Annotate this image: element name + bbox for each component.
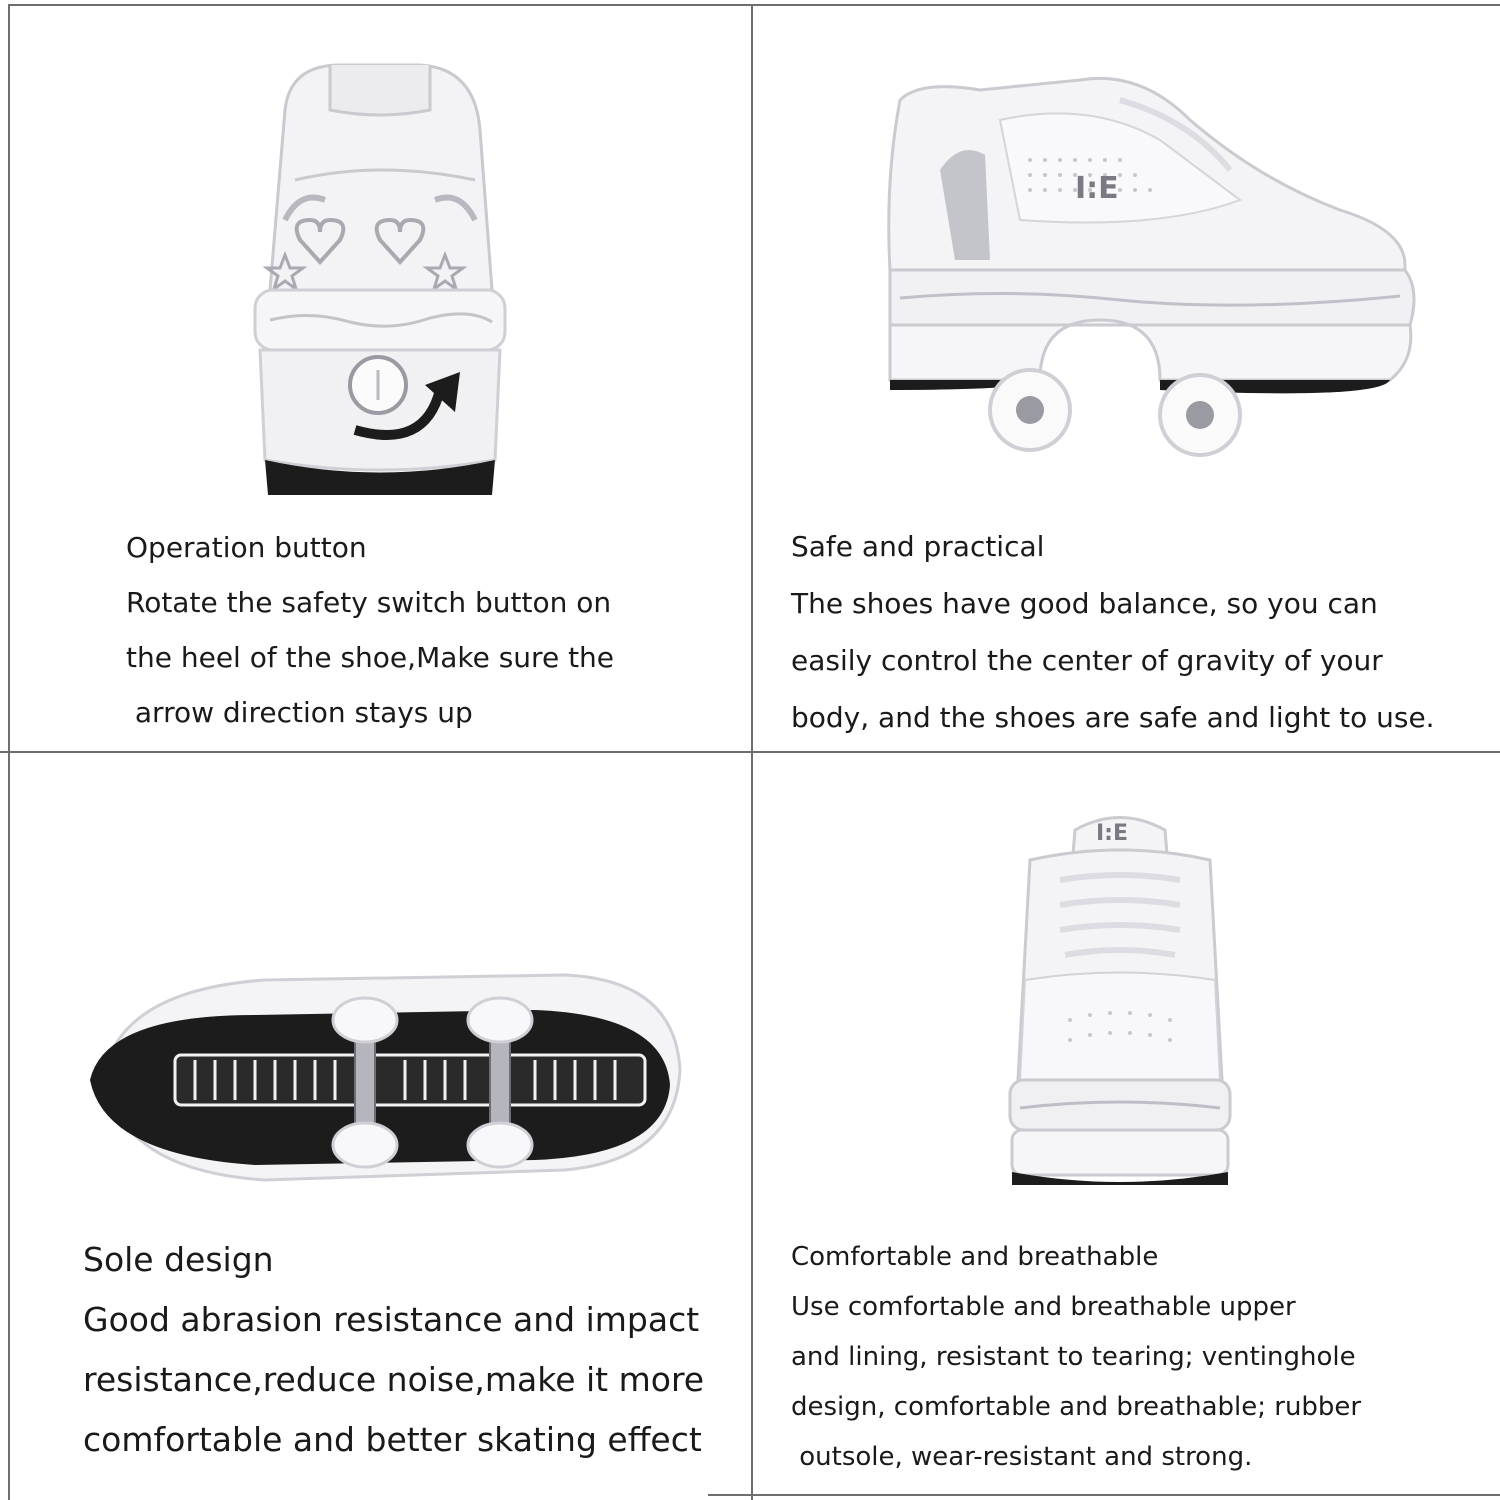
- description-line: easily control the center of gravity of your: [791, 644, 1383, 677]
- text-operation: [126, 520, 614, 740]
- description-line: Good abrasion resistance and impact: [83, 1300, 700, 1339]
- svg-text:I:E: I:E: [1075, 171, 1119, 206]
- description-line: body, and the shoes are safe and light to use.: [791, 701, 1435, 734]
- text-comfort: [791, 1232, 1361, 1482]
- description-line: resistance,reduce noise,make it more: [83, 1360, 705, 1399]
- shoe-side-image: [860, 60, 1440, 460]
- description-line: The shoes have good balance, so you can: [791, 587, 1378, 620]
- text-sole: [83, 1230, 704, 1470]
- description-line: comfortable and better skating effect: [83, 1420, 702, 1459]
- description-line: and lining, resistant to tearing; ventinghole: [791, 1342, 1356, 1372]
- description-line: arrow direction stays up: [126, 696, 473, 729]
- panel-safe: [750, 0, 1500, 750]
- panel-title: Safe and practical: [791, 530, 1045, 563]
- panel-comfort: [750, 750, 1500, 1500]
- panel-title: Sole design: [83, 1240, 274, 1279]
- panel-title: Comfortable and breathable: [791, 1242, 1159, 1272]
- description-line: Use comfortable and breathable upper: [791, 1292, 1296, 1322]
- panel-operation: [0, 0, 750, 750]
- svg-text:I:E: I:E: [1096, 821, 1129, 846]
- description-line: the heel of the shoe,Make sure the: [126, 641, 615, 674]
- panel-sole: [0, 750, 750, 1500]
- text-safe: [791, 518, 1435, 746]
- shoe-front-image: [1000, 800, 1240, 1200]
- description-line: Rotate the safety switch button on: [126, 586, 612, 619]
- panel-title: Operation button: [126, 531, 367, 564]
- shoe-sole-image: [85, 960, 685, 1220]
- description-line: design, comfortable and breathable; rubber: [791, 1392, 1362, 1422]
- description-line: outsole, wear-resistant and strong.: [791, 1442, 1253, 1472]
- shoe-heel-image: [230, 40, 530, 500]
